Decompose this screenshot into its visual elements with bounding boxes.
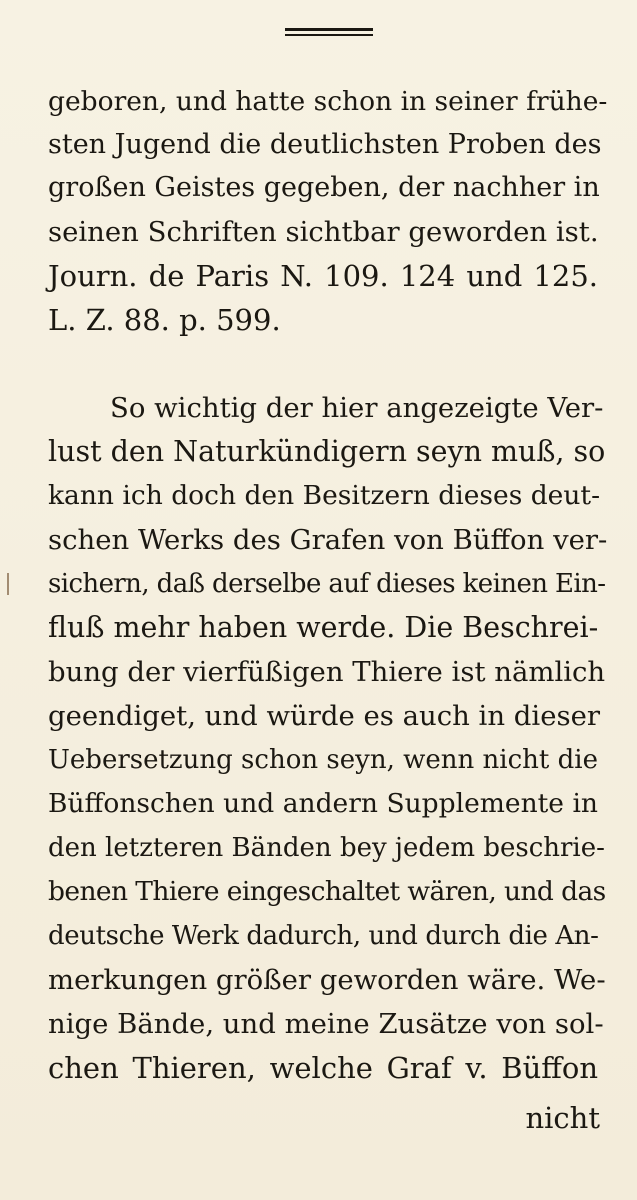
- text-line: sichern, daß derselbe auf dieses keinen Ein-: [48, 569, 606, 599]
- text-line: lust den Naturkündigern seyn muß, so: [48, 435, 606, 468]
- text-line: benen Thiere eingeschaltet wären, und das: [48, 876, 606, 907]
- catchword: nicht: [525, 1101, 600, 1135]
- rule-bar-top: [285, 28, 373, 31]
- text-line: schen Werks des Grafen von Büffon ver-: [48, 524, 608, 556]
- margin-mark: [7, 573, 9, 595]
- text-line: kann ich doch den Besitzern dieses deut-: [48, 480, 601, 511]
- text-line: geendiget, und würde es auch in dieser: [48, 700, 601, 732]
- text-line: merkungen größer geworden wäre. We-: [48, 964, 606, 996]
- text-line: Büffonschen und andern Supplemente in: [48, 788, 598, 819]
- text-line: deutsche Werk dadurch, und durch die An-: [48, 921, 599, 951]
- text-line: seinen Schriften sichtbar geworden ist.: [48, 216, 599, 248]
- text-line: geboren, und hatte schon in seiner frühe-: [48, 86, 608, 117]
- text-line: den letzteren Bänden bey jedem beschrie-: [48, 833, 605, 863]
- header-double-rule: [285, 28, 373, 37]
- text-line: Uebersetzung schon seyn, wenn nicht die: [48, 745, 598, 775]
- rule-bar-bottom: [285, 34, 373, 36]
- text-line: chen Thieren, welche Graf v. Büffon: [48, 1051, 598, 1085]
- text-line: bung der vierfüßigen Thiere ist nämlich: [48, 656, 606, 688]
- text-line: nige Bände, und meine Zusätze von sol-: [48, 1008, 604, 1040]
- text-line: L. Z. 88. p. 599.: [48, 303, 281, 337]
- text-line: großen Geistes gegeben, der nachher in: [48, 172, 600, 203]
- text-line: fluß mehr haben werde. Die Beschrei-: [48, 611, 599, 644]
- text-line: Journ. de Paris N. 109. 124 und 125.: [48, 259, 598, 293]
- text-line: sten Jugend die deutlichsten Proben des: [48, 129, 602, 160]
- text-line: So wichtig der hier angezeigte Ver-: [110, 392, 604, 424]
